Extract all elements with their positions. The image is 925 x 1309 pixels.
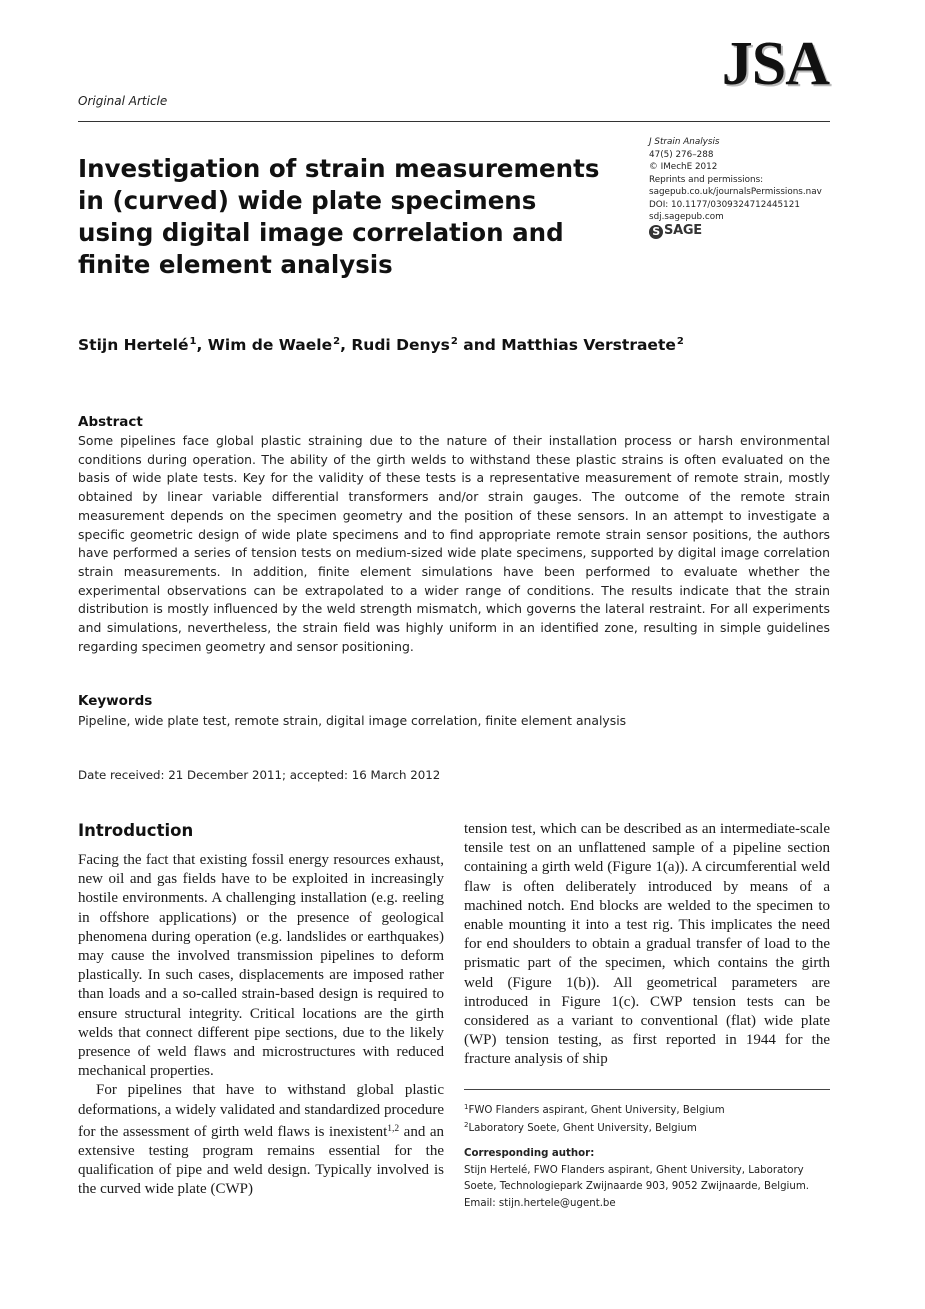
corresponding-author — [464, 1146, 830, 1212]
body-paragraph — [78, 1081, 444, 1199]
author-separator: , — [196, 336, 208, 354]
author-name: Rudi Denys — [351, 336, 450, 354]
reprints-link[interactable]: sagepub.co.uk/journalsPermissions.nav — [649, 187, 822, 197]
author-name: Stijn Hertelé — [78, 336, 189, 354]
author-affiliation-mark: 1 — [189, 336, 197, 347]
citation-reference[interactable]: 1,2 — [387, 1123, 400, 1134]
affiliation-footnote — [464, 1118, 830, 1136]
body-paragraph: Facing the fact that existing fossil energy resources exhaust, new oil and gas fields have to be exploited in increasingly hostile environments. A challenging installation (e.g. reeling in offshore applications) or the presence of geological phenomena during operation (e.g. landslides or earthquakes) may cause the involved transmission pipelines to deform plastically. In such cases, displacements are imposed rather than loads and a so-called strain-based design is required to ensure structural integrity. Critical locations are the girth welds that connect different pipe sections, due to the likely presence of weld flaws and microstructures with reduced mechanical properties. — [78, 852, 444, 1080]
submission-dates: Date received: 21 December 2011; accepted: 16 March 2012 — [78, 768, 441, 782]
author-affiliation-mark: 2 — [450, 336, 458, 347]
header-divider — [78, 121, 830, 122]
affiliation-footnotes — [464, 1100, 830, 1136]
corresponding-author-heading: Corresponding author: — [464, 1148, 595, 1159]
doi[interactable]: DOI: 10.1177/0309324712445121 — [649, 199, 800, 210]
footnote-mark: 2 — [464, 1121, 469, 1129]
abstract-heading: Abstract — [78, 414, 143, 430]
abstract-text: Some pipelines face global plastic straining due to the nature of their installation process or harsh environmental conditions during operation. The ability of the girth welds to withstand these plastic strains is often evaluated on the basis of wide plate tests. Key for the validity of these tests is a representative measurement of remote strain, mostly obtained by linear variable differential transformers and/or strain gauges. The outcome of the remote strain measurement depends on the specimen geometry and the position of these sensors. In an attempt to investigate a specific geometric design of wide plate specimens and to find appropriate remote strain sensor positions, the authors have performed a series of tension tests on medium-sized wide plate specimens, supported by digital image correlation strain measurements. In addition, finite element simulations have been performed to evaluate whether the experimental observations can be extrapolated to a wider range of conditions. The results indicate that the strain distribution is mostly influenced by the weld strength mismatch, which governs the lateral restraint. For all experiments and simulations, nevertheless, the strain field was highly uniform in an identified zone, resulting in simple guidelines regarding specimen geometry and sensor positioning. — [78, 433, 830, 654]
introduction-heading: Introduction — [78, 821, 194, 840]
introduction-column-left — [78, 851, 444, 1200]
corresponding-author-email[interactable]: Email: stijn.hertele@ugent.be — [464, 1197, 616, 1209]
author-separator: , — [340, 336, 352, 354]
corresponding-author-line: Soete, Technologiepark Zwijnaarde 903, 9052 Zwijnaarde, Belgium. — [464, 1181, 809, 1193]
copyright: © IMechE 2012 — [649, 162, 718, 172]
affiliation-footnote — [464, 1100, 830, 1118]
introduction-column-right: tension test, which can be described as an intermediate-scale tensile test on an unflattened sample of a pipeline section containing a girth weld (Figure 1(a)). A circumferential weld flaw is often deliberately introduced by means of a machined notch. End blocks are welded to the specimen to enable mounting it into a test rig. This implicates the need for end shoulders to obtain a gradual transfer of load to the prismatic part of the specimen, which contains the girth weld (Figure 1(b)). All geometrical parameters are introduced in Figure 1(c). CWP tension tests can be considered as a variant to conventional (flat) wide plate (WP) tension testing, as first reported in 1944 for the fracture analysis of ship — [464, 821, 830, 1068]
body-text: and an extensive testing program remains essential for the qualification of pipe and weld design. Typically involved is the curved wide plate (CWP) — [78, 1123, 444, 1198]
journal-site-link[interactable]: sdj.sagepub.com — [649, 212, 724, 222]
journal-metadata — [649, 136, 849, 239]
author-name: Wim de Waele — [207, 336, 333, 354]
footnote-text: FWO Flanders aspirant, Ghent University, Belgium — [468, 1105, 725, 1116]
author-affiliation-mark: 2 — [676, 336, 684, 347]
volume-pages: 47(5) 276–288 — [649, 149, 714, 160]
author-separator: and — [457, 336, 502, 354]
article-title: Investigation of strain measurements in (curved) wide plate specimens using digital image correlation and finite element analysis — [78, 154, 600, 279]
footnote-text: Laboratory Soete, Ghent University, Belgium — [468, 1123, 697, 1134]
corresponding-author-line: Stijn Hertelé, FWO Flanders aspirant, Ghent University, Laboratory — [464, 1164, 804, 1176]
footnote-mark: 1 — [464, 1103, 469, 1111]
article-type-label: Original Article — [78, 94, 168, 108]
author-list — [78, 336, 684, 354]
keywords-heading: Keywords — [78, 693, 153, 709]
journal-name: J Strain Analysis — [649, 137, 720, 147]
body-text: For pipelines that have to withstand global plastic deformations, a widely validated and standardized procedure for the assessment of girth weld flaws is inexistent — [78, 1082, 444, 1140]
reprints-label: Reprints and permissions: — [649, 174, 764, 185]
publisher-logo-text: SAGE — [664, 223, 702, 239]
footnote-divider — [464, 1089, 830, 1090]
author-affiliation-mark: 2 — [333, 336, 341, 347]
author-name: Matthias Verstraete — [501, 336, 676, 354]
keywords-text: Pipeline, wide plate test, remote strain, digital image correlation, finite element analysis — [78, 713, 627, 728]
journal-logo: JSA — [721, 30, 829, 98]
sage-logo-icon: S — [649, 225, 663, 239]
publisher-logo — [649, 225, 849, 239]
